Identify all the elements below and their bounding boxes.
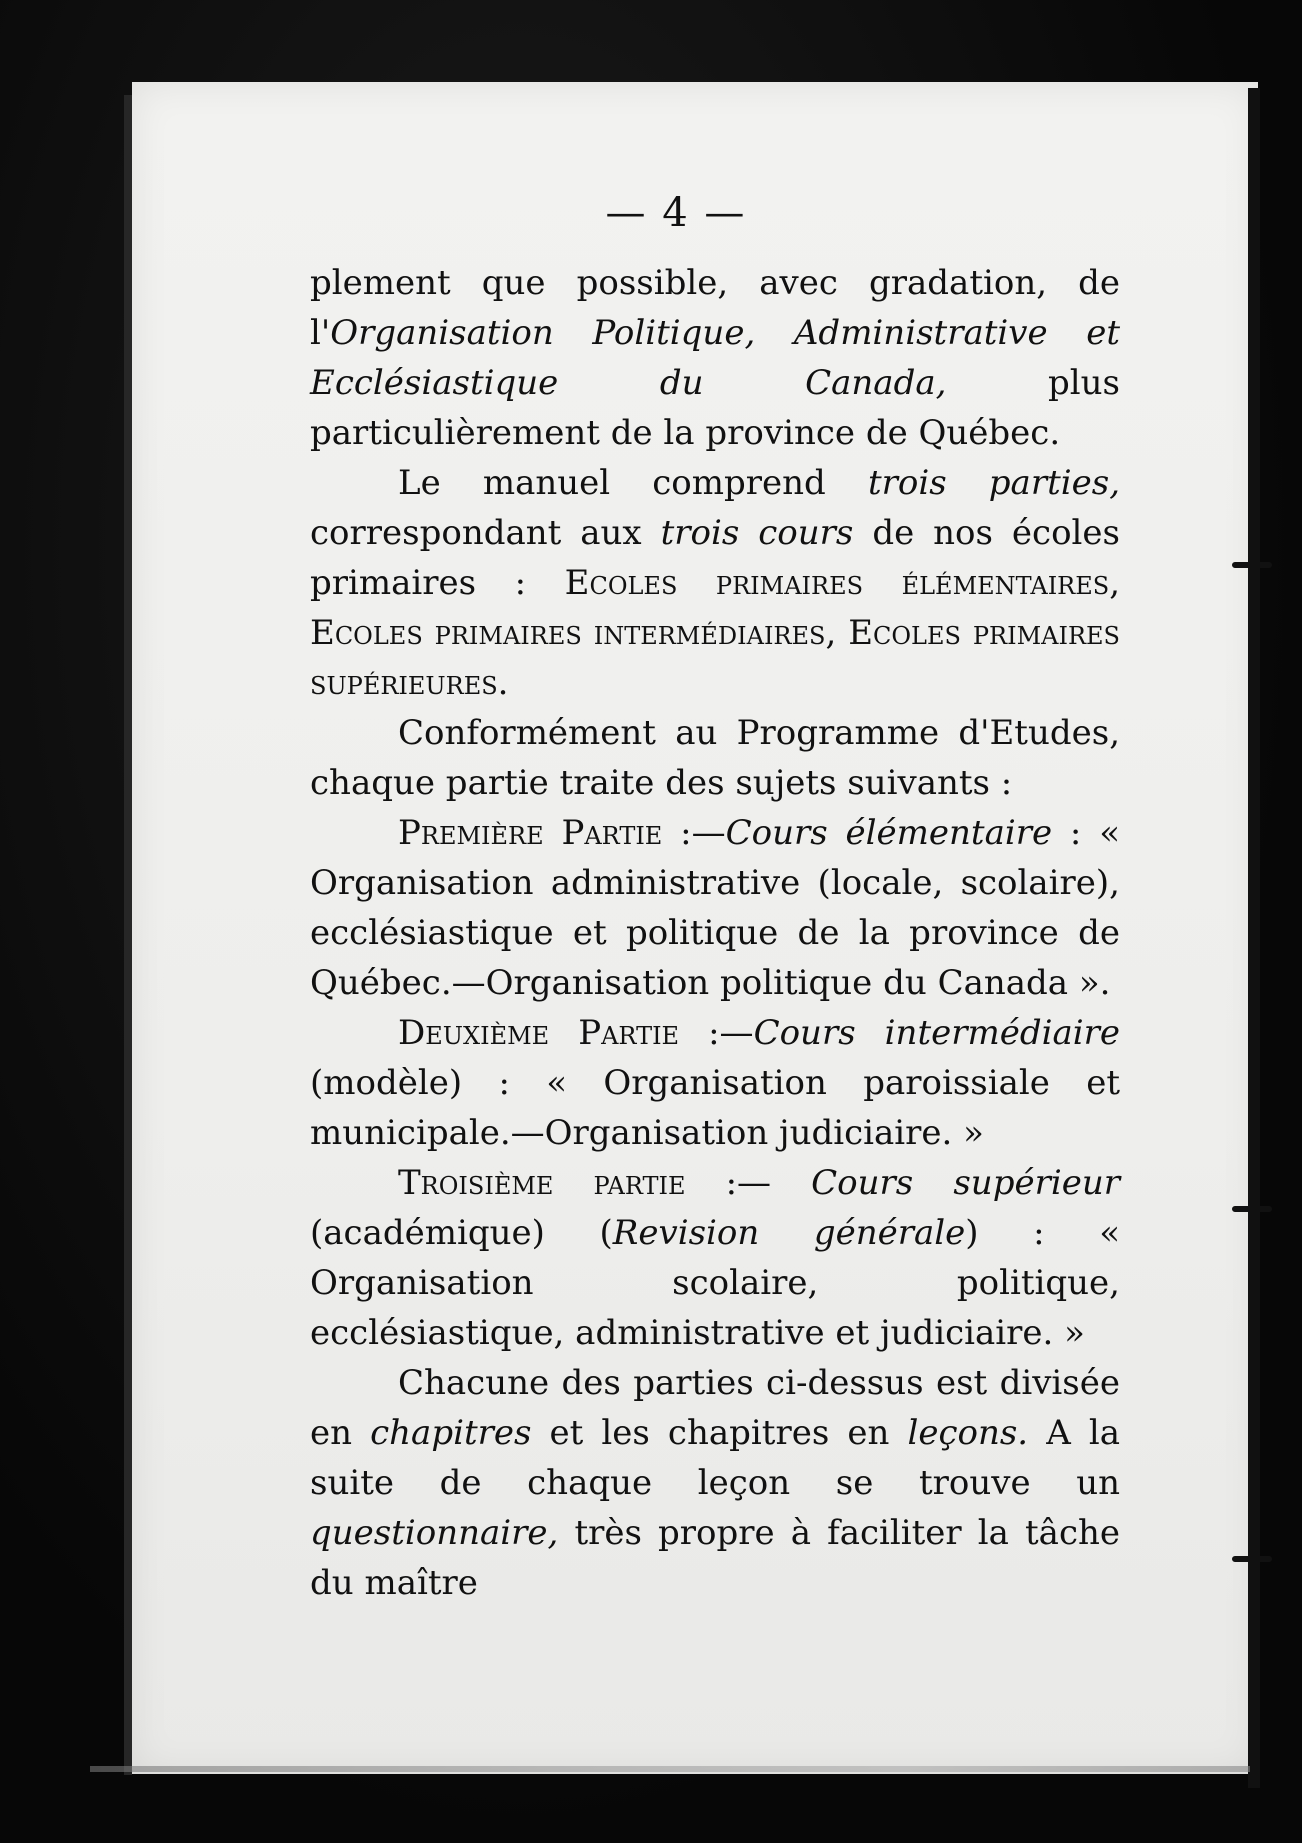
body-text	[310, 258, 1120, 1608]
text-run-italic: trois parties,	[867, 463, 1120, 503]
text-run: très propre à faciliter la tâche du maître	[310, 1513, 1120, 1603]
text-run: (modèle) : « Organisation paroissiale et municipale.—Organisation judiciaire. »	[310, 1063, 1120, 1153]
text-run-italic: Cours intermédiaire	[753, 1013, 1120, 1053]
text-run-italic: Organisation Politique, Administrative et Ecclésiastique du Canada,	[310, 313, 1120, 403]
spine-thread-mark	[1232, 1556, 1272, 1562]
page-number: — 4 —	[605, 190, 747, 236]
spine-thread-mark	[1232, 1206, 1272, 1212]
paragraph	[310, 1158, 1120, 1358]
text-run: A la suite de chaque leçon se trouve un	[310, 1413, 1120, 1503]
text-run: correspondant aux	[310, 513, 661, 553]
text-run-smallcaps: Deuxième Partie	[398, 1013, 680, 1053]
text-run-smallcaps: Première Partie	[398, 813, 663, 853]
text-run: ) : « Organisation scolaire, politique, ecclésiastique, administrative et judiciaire. »	[310, 1213, 1120, 1353]
text-run: :—	[685, 1163, 812, 1203]
text-run: :—	[662, 813, 726, 853]
text-run: Le manuel comprend	[398, 463, 868, 503]
text-run-italic: Cours élémentaire	[725, 813, 1053, 853]
text-run-italic: questionnaire,	[310, 1513, 559, 1553]
text-run-italic: trois cours	[660, 513, 854, 553]
text-run-italic: leçons.	[907, 1413, 1029, 1453]
paragraph	[310, 1008, 1120, 1158]
paragraph	[310, 458, 1120, 708]
text-run: Conformément au Programme d'Etudes, chaque partie traite des sujets suivants :	[310, 713, 1120, 803]
spine-thread-mark	[1232, 562, 1272, 568]
paragraph	[310, 1358, 1120, 1608]
page-bottom-edge	[90, 1766, 1250, 1772]
text-run-italic: Cours supérieur	[811, 1163, 1120, 1203]
page-left-edge	[124, 95, 132, 1775]
text-run: plement que possible, avec gradation, de l'	[310, 263, 1120, 353]
paragraph	[310, 808, 1120, 1008]
text-run: Chacune des parties ci-dessus est divisée en	[310, 1363, 1120, 1453]
text-run: : « Organisation administrative (locale, scolaire), ecclésiastique et politique de la province de Québec.—Organisation politique du Canada ».	[310, 813, 1121, 1003]
text-run: de nos écoles primaires :	[310, 513, 1120, 603]
text-run-smallcaps: Ecoles primaires élémentaires, Ecoles primaires intermédiaires, Ecoles primaires supérieures.	[310, 563, 1121, 703]
text-run-smallcaps: Troisième partie	[398, 1163, 686, 1203]
text-run: :—	[679, 1013, 754, 1053]
text-run: plus particulièrement de la province de Québec.	[310, 363, 1120, 453]
text-run: et les chapitres en	[531, 1413, 908, 1453]
paragraph	[310, 258, 1120, 458]
book-spine	[1248, 88, 1260, 1788]
paragraph	[310, 708, 1120, 808]
text-run: (académique) (	[310, 1213, 613, 1253]
text-run-italic: Revision générale	[612, 1213, 966, 1253]
text-run-italic: chapitres	[370, 1413, 532, 1453]
